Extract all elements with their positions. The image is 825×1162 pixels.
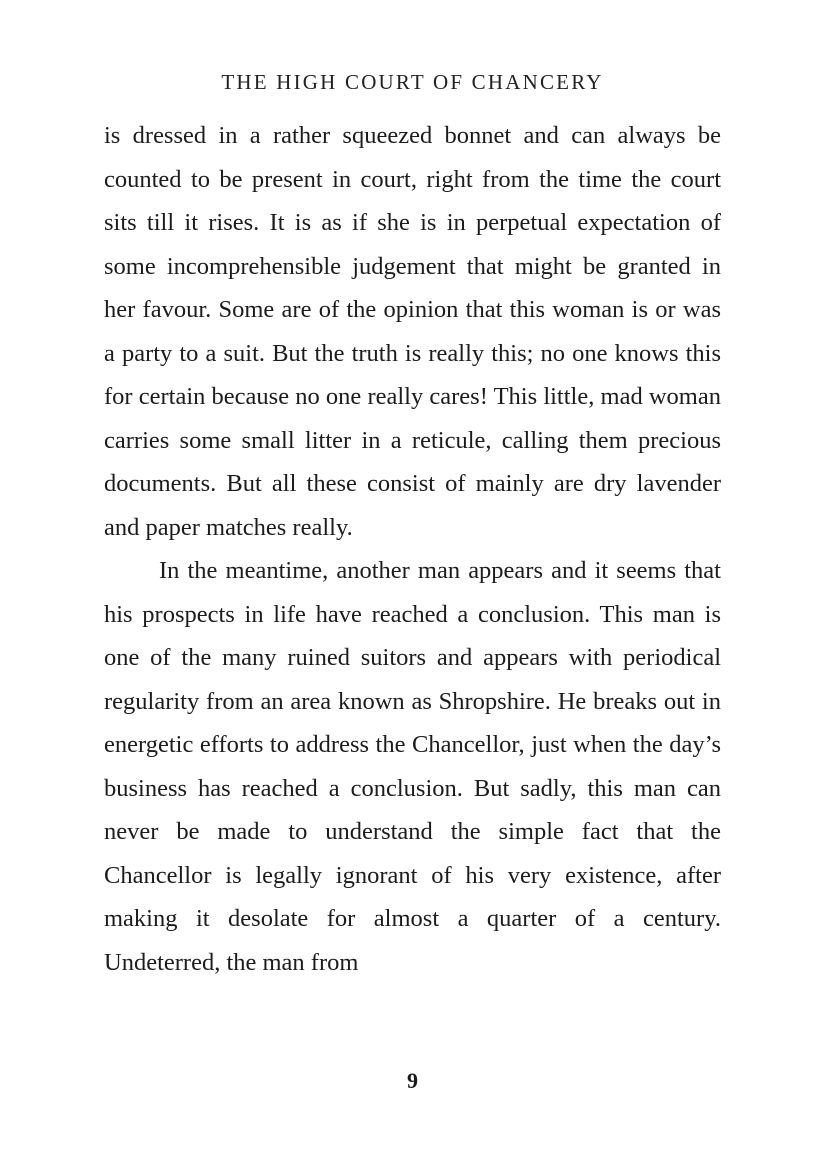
running-head-title: THE HIGH COURT OF CHANCERY [221,70,604,94]
paragraph-continued: is dressed in a rather squeezed bonnet and can always be counted to be present in court, right from the time the court sits till it rises. It is as if she is in perpetual expectation of some incomprehensible judgement that might be granted in her favour. Some are of the opinion that this woman is or was a party to a suit. But the truth is really this; no one knows this for certain because no one really cares! This little, mad woman carries some small litter in a reticule, calling them precious documents. But all these consist of mainly are dry lavender and paper matches really. [104,122,721,541]
body-text [104,114,721,984]
paragraph-new: In the meantime, another man appears and it seems that his prospects in life have reached a conclusion. This man is one of the many ruined suitors and appears with periodical regularity from an area known as Shropshire. He breaks out in energetic efforts to address the Chancellor, just when the day’s business has reached a conclusion. But sadly, this man can never be made to understand the simple fact that the Chancellor is legally ignorant of his very existence, after making it desolate for almost a quarter of a century. Undeterred, the man from [104,557,721,976]
page-number: 9 [407,1068,418,1093]
